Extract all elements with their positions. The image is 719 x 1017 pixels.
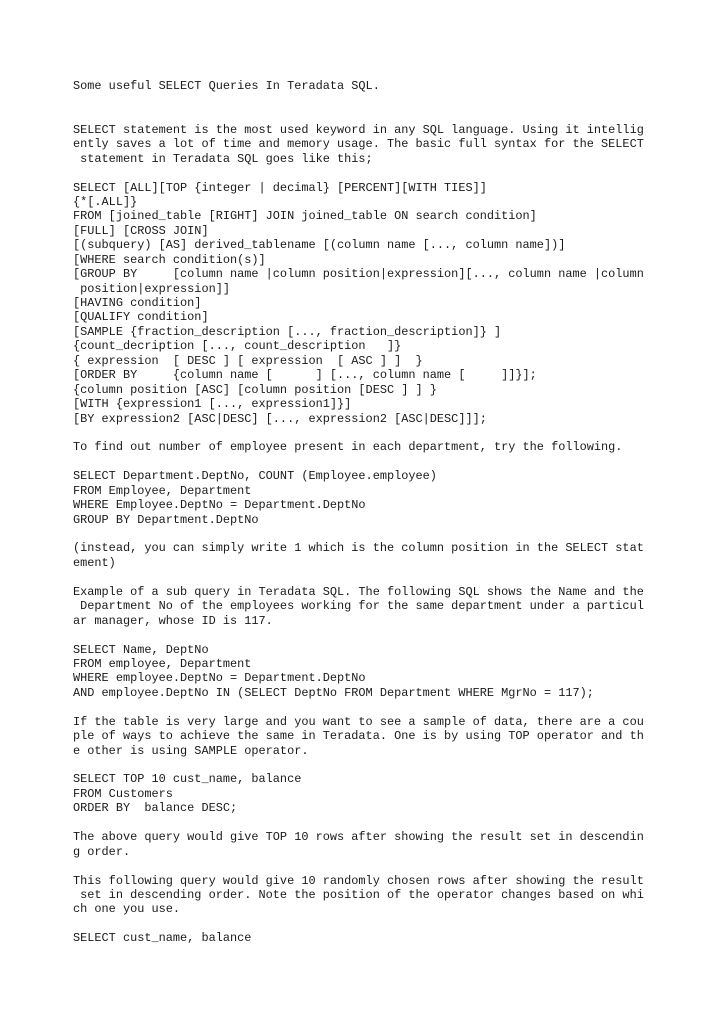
blank-line	[73, 628, 653, 642]
text-line: [QUALIFY condition]	[73, 310, 209, 325]
text-line: If the table is very large and you want to see a sample of data, there are a cou	[73, 714, 644, 729]
blank-line	[73, 166, 653, 180]
text-line: Some useful SELECT Queries In Teradata SQL.	[73, 79, 380, 94]
blank-line	[73, 816, 653, 830]
text-line: set in descending order. Note the position of the operator changes based on whi	[73, 887, 644, 902]
text-line: [WITH {expression1 [..., expression1]}]	[73, 397, 352, 412]
text-line: GROUP BY Department.DeptNo	[73, 512, 259, 527]
text-line: ar manager, whose ID is 117.	[73, 613, 273, 628]
blank-line	[73, 108, 653, 122]
text-line: FROM employee, Department	[73, 656, 252, 671]
text-line: ORDER BY balance DESC;	[73, 801, 238, 816]
text-line: SELECT Name, DeptNo	[73, 642, 209, 657]
text-line: Department No of the employees working for the same department under a particul	[73, 599, 644, 614]
text-line: Example of a sub query in Teradata SQL. The following SQL shows the Name and the	[73, 584, 644, 599]
text-line: [ORDER BY {column name [ ] [..., column name [ ]]}];	[73, 368, 537, 383]
text-line: g order.	[73, 844, 131, 859]
text-line: ch one you use.	[73, 902, 181, 917]
text-line: WHERE employee.DeptNo = Department.DeptNo	[73, 671, 366, 686]
text-line: The above query would give TOP 10 rows after showing the result set in descendin	[73, 830, 644, 845]
text-line: SELECT TOP 10 cust_name, balance	[73, 772, 302, 787]
text-line: ently saves a lot of time and memory usage. The basic full syntax for the SELECT	[73, 137, 644, 152]
text-line: { expression [ DESC ] [ expression [ ASC ] ] }	[73, 353, 423, 368]
text-line: {count_decription [..., count_description ]}	[73, 339, 402, 354]
blank-line	[73, 94, 653, 108]
text-line: FROM [joined_table [RIGHT] JOIN joined_table ON search condition]	[73, 209, 537, 224]
blank-line	[73, 859, 653, 873]
text-line: SELECT Department.DeptNo, COUNT (Employee.employee)	[73, 469, 437, 484]
text-line: [HAVING condition]	[73, 296, 202, 310]
text-line: (instead, you can simply write 1 which is the column position in the SELECT stat	[73, 541, 644, 556]
text-line: FROM Employee, Department	[73, 483, 252, 498]
text-line: ement)	[73, 555, 116, 570]
text-line: e other is using SAMPLE operator.	[73, 743, 309, 758]
blank-line	[73, 570, 653, 584]
text-line: ple of ways to achieve the same in Teradata. One is by using TOP operator and th	[73, 729, 644, 744]
text-line: To find out number of employee present in each department, try the following.	[73, 440, 623, 455]
text-line: {column position [ASC] [column position [DESC ] ] }	[73, 382, 437, 397]
text-line: statement in Teradata SQL goes like this;	[73, 151, 373, 166]
text-line: [BY expression2 [ASC|DESC] [..., expression2 [ASC|DESC]]];	[73, 411, 487, 426]
text-line: {*[.ALL]}	[73, 194, 138, 209]
blank-line	[73, 455, 653, 469]
text-line: [FULL] [CROSS JOIN]	[73, 223, 209, 238]
text-line: position|expression]]	[73, 281, 230, 296]
text-line: WHERE Employee.DeptNo = Department.DeptNo	[73, 498, 366, 513]
text-line: [SAMPLE {fraction_description [..., fraction_description]} ]	[73, 324, 502, 339]
text-line: This following query would give 10 randomly chosen rows after showing the result	[73, 873, 644, 888]
text-line: [WHERE search condition(s)]	[73, 252, 266, 267]
blank-line	[73, 426, 653, 440]
blank-line	[73, 700, 653, 714]
blank-line	[73, 917, 653, 931]
text-line: FROM Customers	[73, 786, 173, 801]
blank-line	[73, 527, 653, 541]
text-line: SELECT statement is the most used keyword in any SQL language. Using it intellig	[73, 122, 644, 137]
blank-line	[73, 65, 653, 79]
text-line: [GROUP BY [column name |column position|expression][..., column name |column	[73, 267, 644, 282]
text-line: SELECT [ALL][TOP {integer | decimal} [PERCENT][WITH TIES]]	[73, 180, 487, 195]
blank-line	[73, 758, 653, 772]
text-line: AND employee.DeptNo IN (SELECT DeptNo FROM Department WHERE MgrNo = 117);	[73, 685, 594, 700]
text-line: [(subquery) [AS] derived_tablename [(column name [..., column name])]	[73, 238, 566, 253]
text-line: SELECT cust_name, balance	[73, 931, 252, 946]
document-body	[73, 65, 653, 946]
